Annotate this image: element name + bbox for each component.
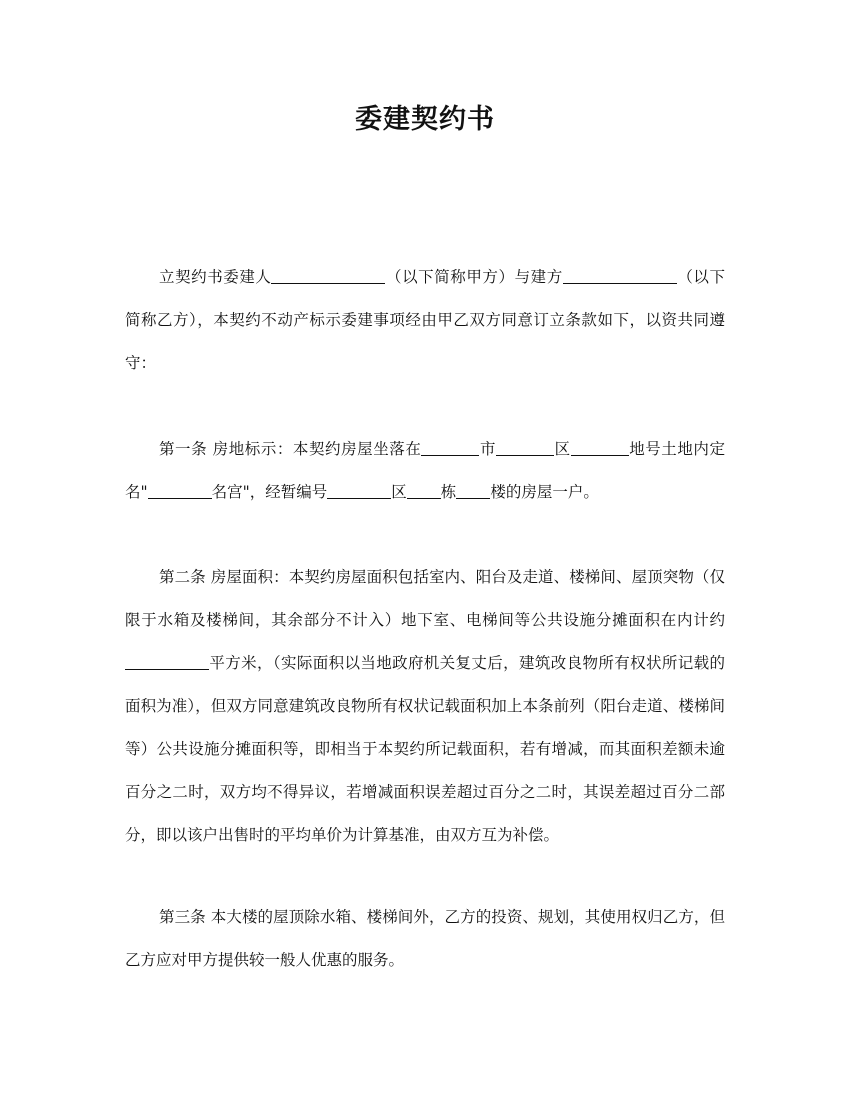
article-1-text-2: 市 xyxy=(479,440,497,458)
intro-paragraph xyxy=(125,256,725,385)
article-1-paragraph xyxy=(125,428,725,514)
article-2-text-2: 平方米，（实际面积以当地政府机关复丈后，建筑改良物所有权状所记载的面积为准），但双方同意建筑改良物所有权状记载面积加上本条前列（阳台走道、楼梯间等）公共设施分摊面积等，即相当于本契约所记载面积，若有增减，而其面积差额未逾百分之二时，双方均不得异议，若增减面积误差超过百分之二时，其误差超过百分二部分，即以该户出售时的平均单价为计算基准，由双方互为补偿。 xyxy=(125,654,725,844)
building-name-blank xyxy=(148,483,212,500)
article-2-paragraph xyxy=(125,556,725,857)
article-2-text-1: 第二条 房屋面积：本契约房屋面积包括室内、阳台及走道、楼梯间、屋顶突物（仅限于水箱及楼梯间，其余部分不计入）地下室、电梯间等公共设施分摊面积在内计约 xyxy=(125,568,725,629)
document-title: 委建契约书 xyxy=(355,104,495,135)
article-1-text-3: 区 xyxy=(554,440,571,458)
article-1-text-8: 楼的房屋一户。 xyxy=(490,483,599,501)
intro-text-1: 立契约书委建人 xyxy=(159,268,272,286)
intro-text-2: （以下简称甲方）与建方 xyxy=(385,268,563,286)
article-1-text-5: 名宫"，经暂编号 xyxy=(211,483,328,501)
article-1-text-1: 第一条 房地标示：本契约房屋坐落在 xyxy=(159,440,422,458)
temp-number-blank xyxy=(327,483,391,500)
intro-text-3: （以下简称乙方），本契约不动产标示委建事项经由甲乙双方同意订立条款如下，以资共同遵守： xyxy=(125,268,725,372)
city-blank xyxy=(421,440,479,457)
block-blank xyxy=(407,483,441,500)
article-3-paragraph: 第三条 本大楼的屋顶除水箱、楼梯间外，乙方的投资、规划，其使用权归乙方，但乙方应对甲方提供较一般人优惠的服务。 xyxy=(125,908,725,969)
floor-blank xyxy=(456,483,490,500)
article-1-text-4: 地号土地内定名" xyxy=(125,440,725,501)
lot-number-blank xyxy=(571,440,629,457)
article-1-text-6: 区 xyxy=(391,483,407,501)
party-a-blank xyxy=(271,268,385,285)
area-blank xyxy=(125,654,209,671)
district-blank xyxy=(496,440,554,457)
party-b-blank xyxy=(563,268,677,285)
article-1-text-7: 栋 xyxy=(440,483,457,501)
